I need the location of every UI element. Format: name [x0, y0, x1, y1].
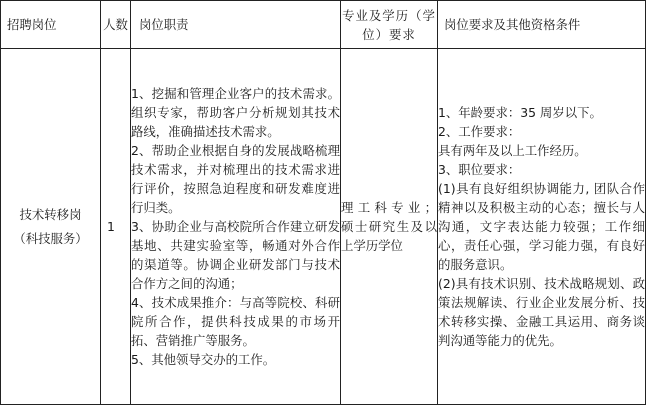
position-cell [1, 49, 101, 405]
header-duties: 岗位职责 [139, 17, 189, 32]
header-count-cell [101, 1, 131, 49]
table-header-row [1, 1, 646, 49]
requirement-position-title: 3、职位要求： [438, 162, 521, 177]
header-position-cell [1, 1, 101, 49]
headcount: 1 [107, 219, 115, 234]
requirement-age: 1、年龄要求：35 周岁以下。 [438, 105, 602, 120]
major-requirement: 理工科专业； [341, 200, 437, 215]
requirement-work-detail: 具有两年及以上工作经历。 [438, 143, 587, 158]
header-requirements-cell [438, 1, 646, 49]
header-duties-cell [131, 1, 341, 49]
requirement-skill-2: (2)具有技术识别、技术战略规划、政策法规解读、行业企业发展分析、技术转移实操、金融工具运用、商务谈判沟通等能力的优先。 [438, 276, 645, 348]
requirements-cell [438, 49, 646, 405]
duty-item-1: 1、挖掘和管理企业客户的技术需求。组织专家，帮助客户分析规划其技术路线，准确描述技术需求。 [131, 86, 340, 139]
header-position: 招聘岗位 [7, 17, 57, 32]
duty-item-5: 5、其他领导交办的工作。 [131, 352, 276, 367]
header-count: 人数 [103, 17, 128, 32]
duty-item-2: 2、帮助企业根据自身的发展战略梳理技术需求，并对梳理出的技术需求进行评价，按照急迫程度和研发难度进行归类。 [131, 143, 340, 215]
duties-cell [131, 49, 341, 405]
degree-requirement: 硕士研究生及以上学历学位 [341, 219, 437, 253]
position-title: 技术转移岗 [19, 206, 82, 222]
duty-item-4: 4、技术成果推介：与高等院校、科研院所合作，提供科技成果的市场开拓、营销推广等服务。 [131, 295, 340, 348]
table-row [1, 49, 646, 405]
header-requirements: 岗位要求及其他资格条件 [444, 17, 581, 32]
position-subtitle: （科技服务） [13, 230, 88, 246]
major-cell [341, 49, 438, 405]
header-major-cell [341, 1, 438, 49]
count-cell [101, 49, 131, 405]
duty-item-3: 3、协助企业与高校院所合作建立研发基地、共建实验室等，畅通对外合作的渠道等。协调企业研发部门与技术合作方之间的沟通； [131, 219, 340, 291]
requirement-work-title: 2、工作要求： [438, 124, 521, 139]
header-major: 专业及学历（学位）要求 [342, 7, 436, 42]
requirement-skill-1: (1)具有良好组织协调能力, 团队合作精神以及积极主动的心态；擅长与人沟通，文字表达能力较强；工作细心，责任心强，学习能力强，有良好的服务意识。 [438, 181, 645, 272]
